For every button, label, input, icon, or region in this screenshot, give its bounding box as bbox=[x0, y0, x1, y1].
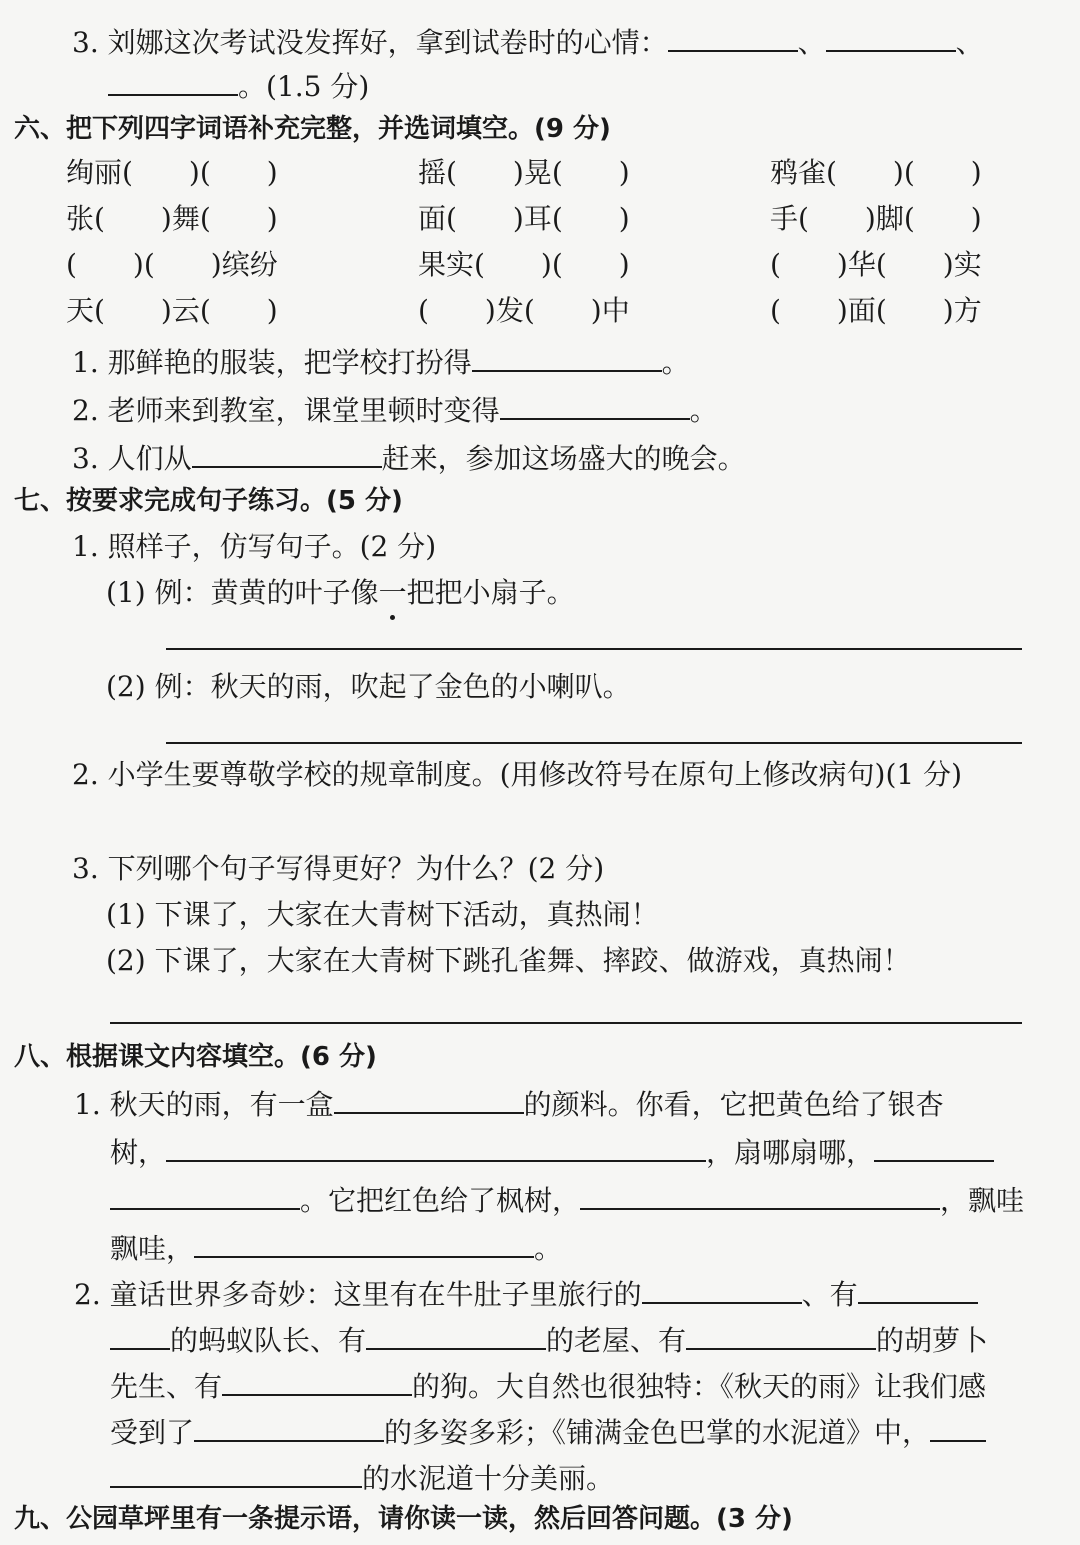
idiom-cell[interactable]: 张( )舞( ) bbox=[66, 202, 278, 235]
q5-item3: 3. 刘娜这次考试没发挥好，拿到试卷时的心情： 、 、 bbox=[72, 20, 984, 62]
fill-item-1: 1. 那鲜艳的服装，把学校打扮得 。 bbox=[72, 340, 690, 382]
answer-blank[interactable] bbox=[686, 1318, 876, 1350]
answer-blank[interactable] bbox=[334, 1082, 524, 1114]
section-8-heading: 八、根据课文内容填空。(6 分) bbox=[14, 1042, 377, 1072]
q5-item3-cont: 。(1.5 分) bbox=[108, 64, 369, 106]
answer-blank[interactable] bbox=[580, 1178, 940, 1210]
s8-p1-line2: 树， ，扇哪扇哪， bbox=[110, 1130, 994, 1172]
idiom-cell[interactable]: ( )面( )方 bbox=[770, 294, 982, 327]
answer-blank[interactable] bbox=[194, 1410, 384, 1442]
answer-blank[interactable] bbox=[930, 1410, 986, 1442]
s7-example-2: (2) 例：秋天的雨，吹起了金色的小喇叭。 bbox=[106, 670, 631, 703]
section-7-heading: 七、按要求完成句子练习。(5 分) bbox=[14, 486, 403, 516]
answer-blank[interactable] bbox=[826, 20, 956, 52]
answer-line[interactable] bbox=[166, 742, 1022, 744]
s8-p1-line1: 1. 秋天的雨，有一盒 的颜料。你看，它把黄色给了银杏 bbox=[74, 1082, 944, 1124]
answer-blank[interactable] bbox=[874, 1130, 994, 1162]
s8-p2-line3: 先生、有 的狗。大自然也很独特：《秋天的雨》让我们感 bbox=[110, 1364, 986, 1406]
idiom-cell[interactable]: ( )( )缤纷 bbox=[66, 248, 278, 281]
idiom-cell[interactable]: 鸦雀( )( ) bbox=[770, 156, 982, 189]
answer-blank[interactable] bbox=[194, 1226, 534, 1258]
answer-blank[interactable] bbox=[366, 1318, 546, 1350]
idiom-cell[interactable]: 手( )脚( ) bbox=[770, 202, 982, 235]
answer-line[interactable] bbox=[110, 1022, 1022, 1024]
section-6-heading: 六、把下列四字词语补充完整，并选词填空。(9 分) bbox=[14, 114, 611, 144]
answer-blank[interactable] bbox=[222, 1364, 412, 1396]
s7-example-1: (1) 例：黄黄的叶子像一把把小扇子。 bbox=[106, 576, 575, 609]
idiom-cell[interactable]: 绚丽( )( ) bbox=[66, 156, 278, 189]
s8-p1-line3: 。它把红色给了枫树， ，飘哇 bbox=[110, 1178, 1024, 1220]
s7-q2: 2. 小学生要尊敬学校的规章制度。(用修改符号在原句上修改病句)(1 分) bbox=[72, 758, 963, 791]
idiom-cell[interactable]: 天( )云( ) bbox=[66, 294, 278, 327]
answer-blank[interactable] bbox=[668, 20, 798, 52]
idiom-cell[interactable]: 果实( )( ) bbox=[418, 248, 630, 281]
answer-blank[interactable] bbox=[858, 1272, 978, 1304]
idiom-cell[interactable]: ( )华( )实 bbox=[770, 248, 982, 281]
s7-q3: 3. 下列哪个句子写得更好？为什么？(2 分) bbox=[72, 852, 605, 885]
answer-blank[interactable] bbox=[110, 1178, 300, 1210]
idiom-cell[interactable]: ( )发( )中 bbox=[418, 294, 630, 327]
answer-blank[interactable] bbox=[192, 436, 382, 468]
section-9-heading: 九、公园草坪里有一条提示语，请你读一读，然后回答问题。(3 分) bbox=[14, 1504, 793, 1534]
s8-p2-line5: 的水泥道十分美丽。 bbox=[110, 1456, 614, 1498]
s7-option-2: (2) 下课了，大家在大青树下跳孔雀舞、摔跤、做游戏，真热闹！ bbox=[106, 944, 911, 977]
s8-p2-line2: 的蚂蚁队长、有 的老屋、有 的胡萝卜 bbox=[110, 1318, 988, 1360]
s8-p2-line1: 2. 童话世界多奇妙：这里有在牛肚子里旅行的 、有 bbox=[74, 1272, 978, 1314]
answer-blank[interactable] bbox=[472, 340, 662, 372]
answer-blank[interactable] bbox=[110, 1456, 362, 1488]
answer-blank[interactable] bbox=[500, 388, 690, 420]
answer-blank[interactable] bbox=[166, 1130, 706, 1162]
s8-p2-line4: 受到了 的多姿多彩；《铺满金色巴掌的水泥道》中， bbox=[110, 1410, 986, 1452]
idiom-cell[interactable]: 面( )耳( ) bbox=[418, 202, 630, 235]
s7-option-1: (1) 下课了，大家在大青树下活动，真热闹！ bbox=[106, 898, 659, 931]
answer-blank[interactable] bbox=[642, 1272, 802, 1304]
fill-item-2: 2. 老师来到教室，课堂里顿时变得 。 bbox=[72, 388, 718, 430]
fill-item-3: 3. 人们从 赶来，参加这场盛大的晚会。 bbox=[72, 436, 746, 478]
answer-line[interactable] bbox=[166, 648, 1022, 650]
emphasis-dot bbox=[390, 615, 395, 620]
answer-blank[interactable] bbox=[110, 1318, 170, 1350]
answer-blank[interactable] bbox=[108, 64, 238, 96]
s8-p1-line4: 飘哇， 。 bbox=[110, 1226, 562, 1268]
s7-q1: 1. 照样子，仿写句子。(2 分) bbox=[72, 530, 437, 563]
idiom-cell[interactable]: 摇( )晃( ) bbox=[418, 156, 630, 189]
